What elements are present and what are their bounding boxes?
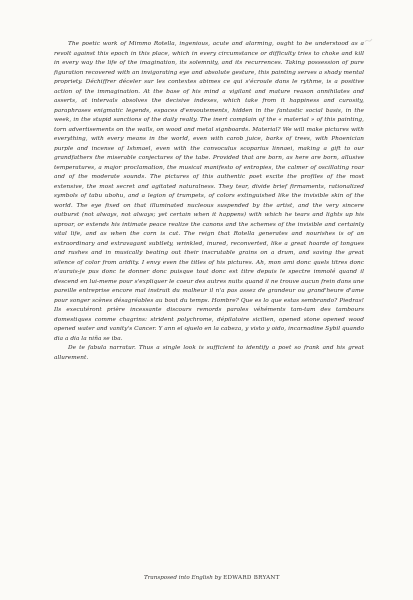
- body-text: [54, 40, 364, 363]
- translator-credit: [144, 575, 384, 581]
- paragraph-closing: De te fabula narratur. Thus a single look is sufficient to identify a poet so frank and his great allurement.: [54, 345, 364, 361]
- credit-prefix: Transposed into English by: [144, 575, 222, 581]
- pencil-mark-icon: [364, 36, 374, 46]
- paragraph-main: The poetic work of Mimmo Rotella, ingenious, acute and alarming, ought to be understood as a revolt against this epoch in this place, which in every circumstance or difficulty tries to choke and kill in every way the life of the imagination, its solemnity, and its recurrences. Taking possession of pure figuration recovered with an invigorating eye and absolute gesture, this painting serves a shady mental propriety. Déchiffrer déceler sur les contextes abimes ce qui s'écroule dans le rythme, is a positive action of the immagination. At the base of his mind a vigilant and mature reason annihilates and asserts, at intervals absolves the decisive indexes, which take from it happiness and curosity, paraphrases enigmatic legends, espaces d'envoutements, hidden in the fantastic social basis, in the week, in the stupid sanctions of the daily realty. The inert complain of the « material » of this painting, torn advertisements on the walls, on wood and metal signboards. Material? We will make pictures with everything, with every means in the world, even with carob juice, barks of trees, with Phoenician purple and incense of Ishmael, even with the convoculus scoparius linnaei, making a gift to our grandfathers the miserable conjectures of the tabe. Provided that are born, as here are born, allusive temperatures, a major proclamation, the musical manifesto of entropies, the calmer of oscillating roar and of the moderate sounds. The pictures of this authentic poet excite the profiles of the most extensive, the most secret and agitated naturalness. They tear, divide brief firmaments, rationalized symbols of tabu ubohu, and a legion of trumpets, of colors extinguished like the invisible skin of the world. The eye fixed on that illuminated nucleous suspended by the artist, and the very sincere outburst (not always, not always; yet certain when it happens) with which he tears and lights up his uproar, or extends his intimate peace realize the canons and the schemes of the invisible and certainly vital life, and as when the corn is cut. The reign that Rotella generates and nourishes is of an extraordinary and extravagant subtlety, wrinkled, inured, reconverted, like a great hoarde of tongues and rushes and in musically beating out their inscrutable grains on a drum, and saving the great silence of color from aridity. I envy even the titles of his pictures. Ah, mon ami donc quels titres donc n'aurais-je pus donc te donner donc puisque tout donc est titre depuis le spectre immolé quand il descend en lui-meme pour s'expliquer le coeur des autres nuits quand il ne trouve aucun frein dans une pareille entreprise encore mal instruit du malheur il n'a pas assez de grandeur ou grand'heure d'ame pour songer scènes désagréables au bout du temps. Hombre? Que es lo que estas sembrando? Piedras! Ils executéront prière incessante discours remords paroles véhéments tam-tam des tambours domestiques comme chagrins: strident polychrome, dépilatoire sicilien, opened stone opened wood opened water and vanity's Cancer. Y ann el ojuelo en la cabeza, y visto y oido, incarnadine Sybil quando dia a dia la niña se iba.: [54, 41, 364, 342]
- translator-name: EDWARD BRYANT: [223, 575, 280, 581]
